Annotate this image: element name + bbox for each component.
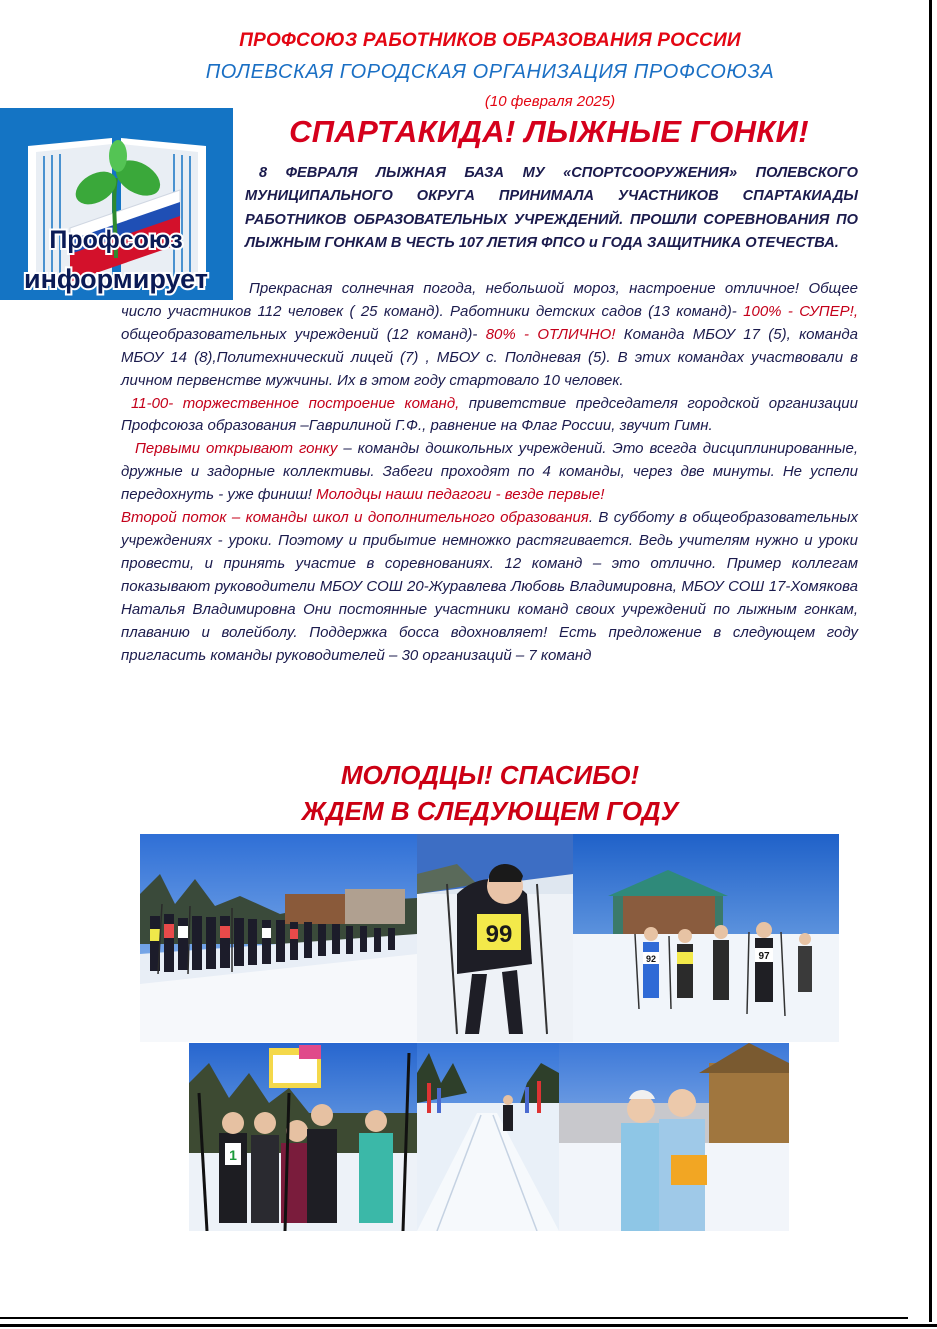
bib-number-4: 1 bbox=[229, 1147, 237, 1163]
article-body bbox=[121, 278, 858, 667]
p4-text-a: Второй поток – команды школ и дополнительного образования bbox=[121, 509, 589, 527]
page-border-bottom bbox=[0, 1317, 908, 1319]
p3-text-a: Первыми открывают гонку bbox=[135, 440, 338, 458]
logo-text-line1: Профсоюз bbox=[49, 226, 183, 254]
photo-two-participants bbox=[559, 1043, 789, 1231]
bib-number-1: 99 bbox=[485, 921, 513, 948]
photo-skiers-lodge bbox=[573, 834, 839, 1042]
logo-text-line2: информирует bbox=[23, 264, 209, 294]
bib-number-2: 92 bbox=[645, 954, 657, 964]
paragraph-4 bbox=[121, 507, 858, 667]
p1-text-c: общеобразовательных учреждений (12 команд)- bbox=[121, 325, 486, 343]
p4-text-b: . В субботу в общеобразовательных учреждениях - уроки. Поэтому и прибытие немножко растягивается. Ведь учителям нужно и уроки провести, и принять участие в соревнованиях. 12 команд – это отлично. Пример коллегам показывают руководители МБОУ СОШ 20-Журавлева Любовь Владимировна, МБОУ СОШ 17-Хомякова Наталья Владимировна Они постоянные участники команд своих учреждений по лыжным гонкам, плаванию и волейболу. Поддержка босса вдохновляет! Есть предложение в следующем году пригласить команды руководителей – 30 организаций – 7 команд bbox=[121, 509, 858, 664]
issue-date: (10 февраля 2025) bbox=[484, 93, 616, 110]
p2-text-a: 11-00- торжественное построение команд, bbox=[131, 394, 460, 412]
paragraph-1 bbox=[121, 278, 858, 393]
org-name-line1: ПРОФСОЮЗ РАБОТНИКОВ ОБРАЗОВАНИЯ РОССИИ bbox=[239, 30, 741, 51]
p1-text-e: Команда МБОУ 17 (5), команда МБОУ 14 (8),Политехнический лицей (7) , МБОУ с. Полдневая (5). В этих командах участвовали в личном первенстве мужчины. Их в этом году стартовало 10 человек. bbox=[121, 325, 859, 389]
closing-line-2: ЖДЕМ В СЛЕДУЮЩЕМ ГОДУ bbox=[301, 796, 679, 826]
article-title: СПАРТАКИДА! ЛЫЖНЫЕ ГОНКИ! bbox=[289, 114, 809, 149]
page-border-bottom-thick bbox=[0, 1324, 937, 1327]
photo-ski-track bbox=[417, 1043, 559, 1231]
photo-group-banner bbox=[189, 1043, 417, 1231]
closing-line-1: МОЛОДЦЫ! СПАСИБО! bbox=[340, 760, 640, 790]
p3-text-c: Молодцы наши педагоги - везде первые! bbox=[316, 486, 605, 504]
p1-text-d: 80% - ОТЛИЧНО! bbox=[485, 325, 616, 343]
photo-team-lineup bbox=[140, 834, 417, 1042]
paragraph-2 bbox=[121, 393, 858, 439]
page-border-right bbox=[929, 0, 932, 1322]
org-name-line2: ПОЛЕВСКАЯ ГОРОДСКАЯ ОРГАНИЗАЦИЯ ПРОФСОЮЗА bbox=[205, 61, 775, 83]
lead-text: 8 ФЕВРАЛЯ ЛЫЖНАЯ БАЗА МУ «СПОРТСООРУЖЕНИЯ» ПОЛЕВСКОГО МУНИЦИПАЛЬНОГО ОКРУГА ПРИНИМАЛА УЧАСТНИКОВ СПАРТАКИАДЫ РАБОТНИКОВ ОБРАЗОВАТЕЛЬНЫХ УЧРЕЖДЕНИЙ. ПРОШЛИ СОРЕВНОВАНИЯ ПО ЛЫЖНЫМ ГОНКАМ В ЧЕСТЬ 107 ЛЕТИЯ ФПСО и ГОДА ЗАЩИТНИКА ОТЕЧЕСТВА. bbox=[245, 165, 858, 251]
article-lead bbox=[245, 162, 858, 255]
paragraph-3 bbox=[121, 438, 858, 507]
p2-text-b: приветствие председателя городской организации Профсоюза образования –Гаврилиной Г.Ф., равнение на Флаг России, звучит Гимн. bbox=[121, 394, 858, 435]
p1-text-b: 100% - СУПЕР!, bbox=[743, 302, 858, 320]
union-informs-logo bbox=[0, 108, 233, 300]
p1-text-a: Прекрасная солнечная погода, небольшой мороз, настроение отличное! Общее число участников 112 человек ( 25 команд). Работники детских садов (13 команд)- bbox=[121, 280, 858, 320]
bib-number-3: 97 bbox=[758, 951, 770, 962]
p3-text-b: – команды дошкольных учреждений. Это всегда дисциплинированные, дружные и задорные коллективы. Забеги проходят по 4 команды, через две минуты. Не успели передохнуть - уже финиш! bbox=[121, 440, 858, 504]
photo-skier-finish bbox=[417, 834, 573, 1042]
